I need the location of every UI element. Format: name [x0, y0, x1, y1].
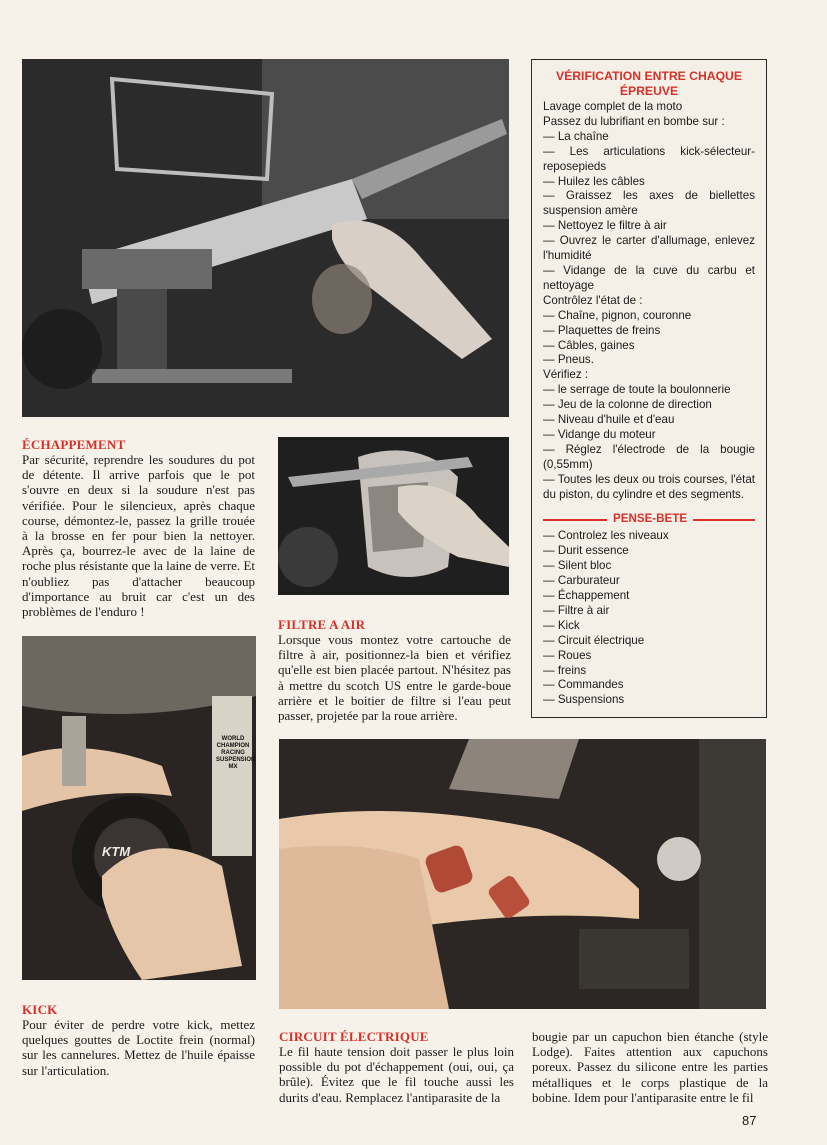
checklist-line: — Graissez les axes de biellettes suspension amère [543, 189, 755, 218]
checklist-line: — Toutes les deux ou trois courses, l'état du piston, du cylindre et des segments. [543, 472, 755, 501]
pense-bete-item: — Filtre à air [543, 603, 610, 617]
pense-bete-item: — Commandes [543, 678, 624, 692]
checklist-line: Passez du lubrifiant en bombe sur : [543, 114, 725, 128]
checklist-line: Contrôlez l'état de : [543, 293, 643, 307]
pense-bete-rule-right [693, 519, 755, 521]
pense-bete-item: — Circuit électrique [543, 633, 645, 647]
checklist-lines [543, 100, 755, 502]
checklist-line: — le serrage de toute la boulonnerie [543, 383, 731, 397]
checklist-line: — Câbles, gaines [543, 338, 635, 352]
kick-photo [22, 636, 256, 980]
checklist-line: — Nettoyez le filtre à air [543, 219, 667, 233]
suspension-can-label: WORLD CHAMPION RACING SUSPENSION MX [216, 736, 256, 770]
echappement-text: Par sécurité, reprendre les soudures du pot de détente. Il arrive parfois que le pot s'ouvre en deux si la soudure n'est pas vérifiée. Pour le silencieux, après chaque course, démontez-le, passez la grille trouée à la brosse en fer pour bien la nettoyer. Après ça, bourrez-le avec de la laine de roche plus résistante que la laine de verre. Et n'oubliez pas d'attacher beaucoup d'importance au bruit car c'est un des problèmes de l'enduro ! [22, 452, 255, 620]
filtre-text: Lorsque vous montez votre cartouche de filtre à air, positionnez-la bien et vérifiez qu'elle est bien placée partout. N'hésitez pas à mettre du scotch US entre le garde-boue arrière et le boitier de filtre si l'eau peut passer, projetée par la roue arrière. [278, 632, 511, 724]
checklist-line: — Les articulations kick-sélecteur-reposepieds [543, 144, 755, 173]
kick-text: Pour éviter de perdre votre kick, mettez quelques gouttes de Loctite frein (normal) sur les cannelures. Mettez de l'huile épaisse sur l'articulation. [22, 1017, 255, 1078]
checklist-line: — Ouvrez le carter d'allumage, enlevez l'humidité [543, 234, 755, 263]
circuit-heading: CIRCUIT ÉLECTRIQUE [279, 1029, 429, 1044]
sidebar-title-line2: ÉPREUVE [619, 84, 679, 98]
checklist-line: Lavage complet de la moto [543, 100, 683, 113]
kick-heading: KICK [22, 1002, 58, 1017]
air-filter-photo [278, 437, 509, 595]
pense-bete-item: — Carburateur [543, 574, 620, 588]
exhaust-photo [22, 59, 509, 417]
pense-bete-title: PENSE-BETE [613, 512, 688, 526]
pense-bete-item: — Échappement [543, 589, 630, 602]
ignition-cap-photo [279, 739, 766, 1009]
checklist-line: — Chaîne, pignon, couronne [543, 308, 692, 322]
checklist-line: — Réglez l'électrode de la bougie (0,55mm) [543, 442, 755, 471]
pense-bete-item: — Silent bloc [543, 559, 612, 573]
checklist-line: Vérifiez : [543, 368, 589, 382]
checklist-sidebar [531, 59, 767, 718]
checklist-line: — Plaquettes de freins [543, 323, 661, 337]
checklist-line: — La chaîne [543, 129, 609, 143]
circuit-text-left: Le fil haute tension doit passer le plus loin possible du pot d'échappement (oui, oui, ça brûle). Évitez que le fil touche aussi les durits d'eau. Remplacez l'antiparasite de la [279, 1044, 514, 1105]
pense-bete-item: — Roues [543, 648, 592, 662]
echappement-heading: ÉCHAPPEMENT [22, 437, 126, 452]
page-number: 87 [742, 1113, 757, 1128]
pense-bete-item: — Controlez les niveaux [543, 529, 669, 543]
pense-bete-header [543, 512, 755, 527]
filtre-heading: FILTRE A AIR [278, 617, 366, 632]
pense-bete-rule-left [543, 519, 607, 521]
pense-bete-item: — freins [543, 663, 587, 677]
checklist-line: — Pneus. [543, 353, 594, 367]
pense-bete-list [543, 529, 755, 708]
checklist-line: — Jeu de la colonne de direction [543, 398, 712, 412]
pense-bete-item: — Durit essence [543, 544, 629, 558]
circuit-text-right: bougie par un capuchon bien étanche (style Lodge). Faites attention aux capuchons poreux. Passez du silicone entre les parties métalliques et le corps plastique de la bobine. Idem pour l'antiparasite entre le fil [532, 1029, 768, 1105]
sidebar-title-line1: VÉRIFICATION ENTRE CHAQUE [556, 69, 742, 83]
pense-bete-item: — Kick [543, 618, 580, 632]
checklist-line: — Vidange du moteur [543, 427, 656, 441]
checklist-line: — Niveau d'huile et d'eau [543, 413, 675, 427]
ktm-logo-text: KTM [102, 844, 131, 859]
checklist-line: — Vidange de la cuve du carbu et nettoyage [543, 263, 755, 292]
checklist-line: — Huilez les câbles [543, 174, 645, 188]
pense-bete-item: — Suspensions [543, 693, 625, 707]
